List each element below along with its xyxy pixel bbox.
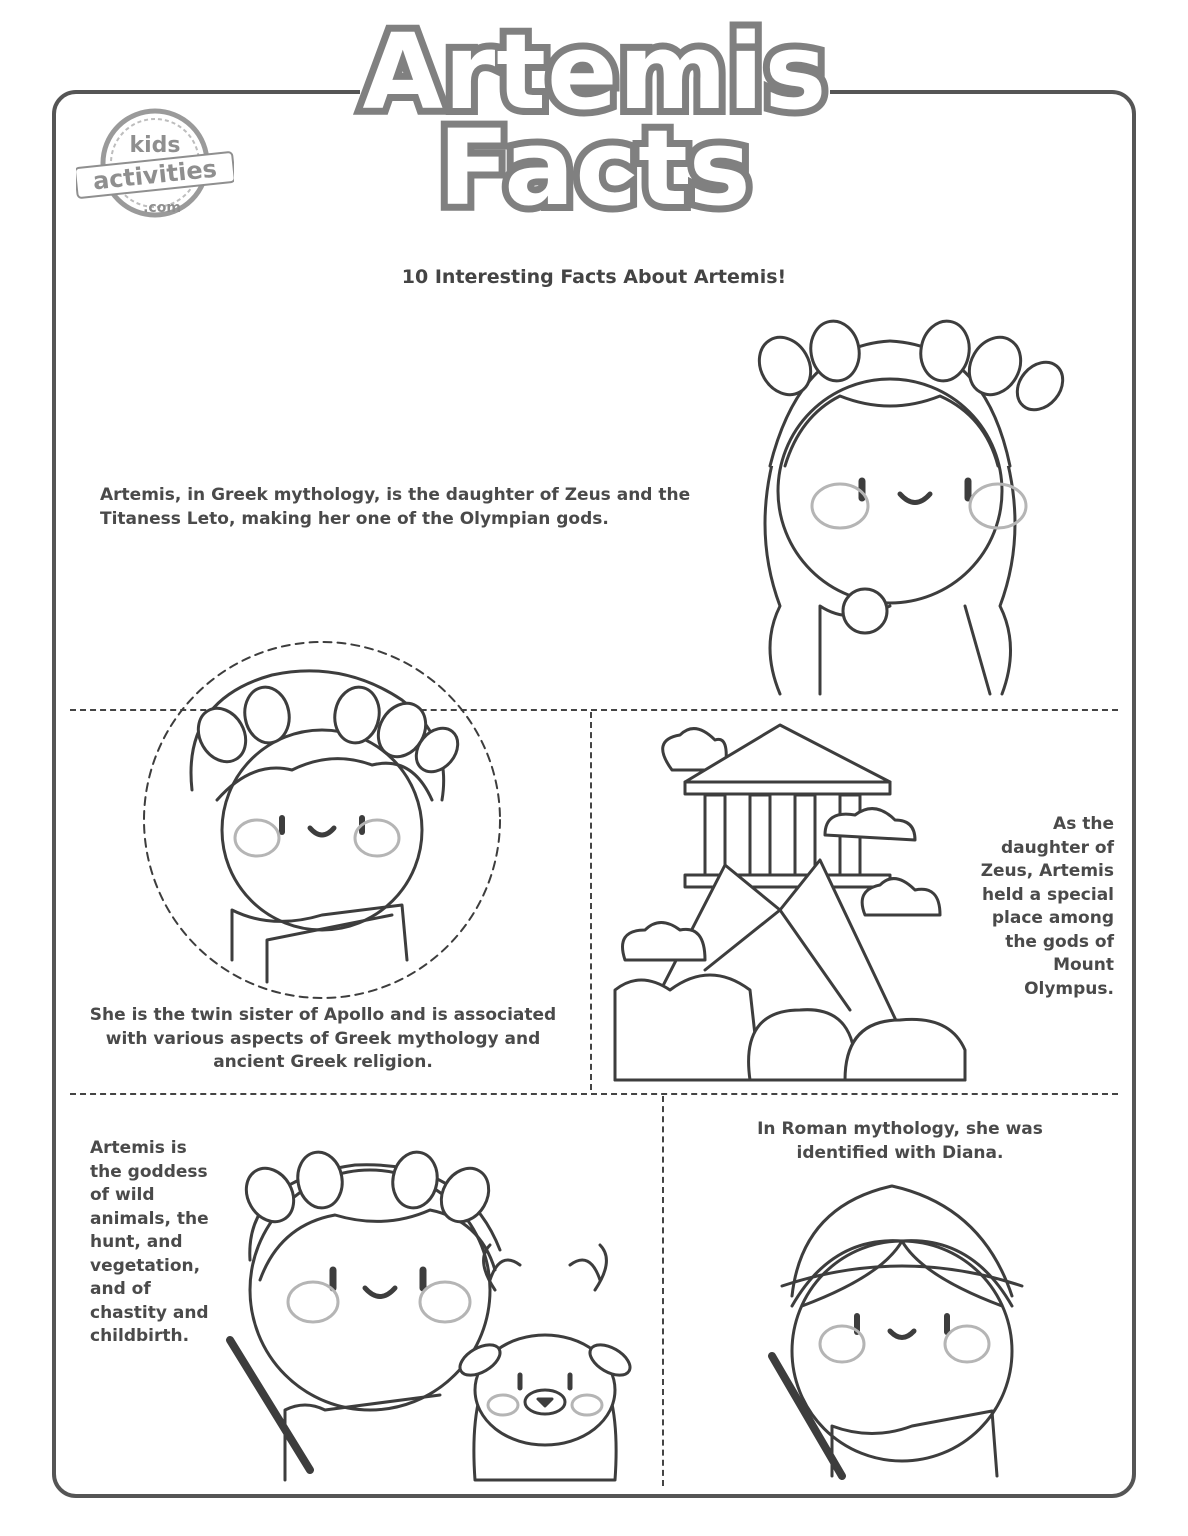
divider-bottom xyxy=(70,1093,1118,1095)
apollo-portrait-icon xyxy=(142,640,502,1000)
page-title xyxy=(360,11,830,229)
fact-5: In Roman mythology, she was identified with Diana. xyxy=(757,1119,1043,1163)
mount-olympus-temple-icon xyxy=(610,720,970,1080)
page-subtitle: 10 Interesting Facts About Artemis! xyxy=(401,266,787,288)
fact-4: Artemis is the goddess of wild animals, the hunt, and vegetation, and of chastity and childbirth. xyxy=(90,1138,209,1346)
artemis-with-deer-icon xyxy=(225,1140,645,1480)
fact-3: As the daughter of Zeus, Artemis held a special place among the gods of Mount Olympus. xyxy=(980,814,1114,999)
title-line-1: Artemis xyxy=(362,11,828,133)
fact-1: Artemis, in Greek mythology, is the daughter of Zeus and the Titaness Leto, making her one of the Olympian gods. xyxy=(100,485,691,529)
fact-2: She is the twin sister of Apollo and is associated with various aspects of Greek mythology and ancient Greek religion. xyxy=(89,1005,557,1072)
logo-activities: activities xyxy=(91,154,219,196)
kids-activities-logo xyxy=(76,108,234,218)
divider-middle-vertical xyxy=(590,712,592,1090)
title-line-2: Facts xyxy=(438,107,752,229)
artemis-portrait-icon xyxy=(740,306,1040,696)
divider-bottom-vertical xyxy=(662,1096,664,1486)
logo-kids: kids xyxy=(129,133,181,158)
diana-portrait-icon xyxy=(762,1186,1062,1476)
logo-com: .com xyxy=(143,200,181,216)
